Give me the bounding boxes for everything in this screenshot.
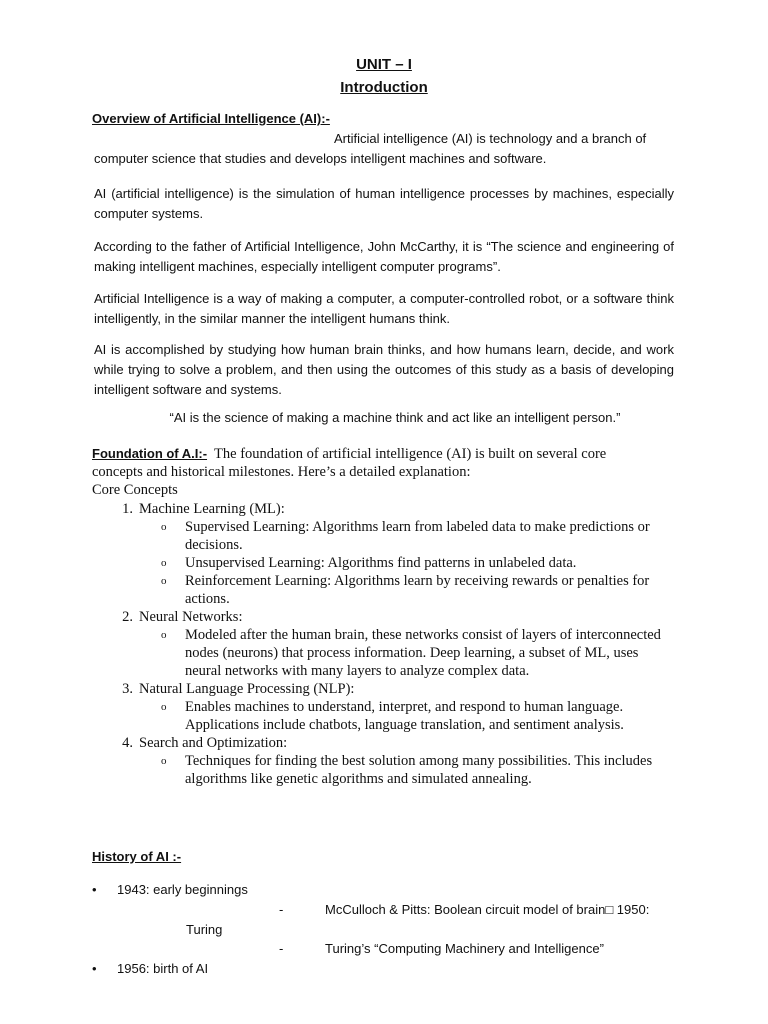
concept-sublist (115, 752, 669, 788)
overview-first-cont: computer science that studies and develops intelligent machines and software. (94, 151, 547, 166)
hollow-bullet-icon: o (161, 557, 167, 569)
history-item-text: 1943: early beginnings (117, 882, 248, 897)
overview-paragraph: AI is accomplished by studying how human brain thinks, and how humans learn, decide, and work while trying to solve a problem, and then using the outcomes of this study as a basis of developing intelligent software and systems. (94, 342, 674, 397)
sub-item (115, 698, 669, 734)
overview-heading: Overview of Artificial Intelligence (AI):- (92, 111, 330, 126)
history-subitem-text: Turing’s “Computing Machinery and Intelligence” (325, 941, 604, 956)
bullet-icon: • (92, 882, 97, 897)
hollow-bullet-icon: o (161, 701, 167, 713)
history-item-text: 1956: birth of AI (117, 961, 209, 976)
bullet-icon: • (92, 961, 97, 976)
sub-item (115, 626, 669, 680)
item-number: 1. (122, 501, 133, 517)
sub-item-text: Supervised Learning: Algorithms learn from labeled data to make predictions or decisions. (185, 519, 650, 553)
concept-title: Search and Optimization: (139, 735, 288, 751)
hollow-bullet-icon: o (161, 521, 167, 533)
foundation-intro (92, 445, 652, 481)
item-number: 2. (122, 609, 133, 625)
concept-title: Machine Learning (ML): (139, 501, 285, 517)
core-concepts-list (115, 500, 669, 788)
item-number: 3. (122, 681, 133, 697)
history-subitem-text: McCulloch & Pitts: Boolean circuit model of brain□ 1950: (325, 902, 650, 917)
concept-sublist (115, 518, 669, 608)
hollow-bullet-icon: o (161, 575, 167, 587)
sub-item (115, 518, 669, 554)
concept-title: Natural Language Processing (NLP): (139, 681, 355, 697)
core-concepts-label: Core Concepts (92, 482, 178, 498)
sub-item-text: Enables machines to understand, interpret, and respond to human language. Applications include chatbots, language translation, and sentiment analysis. (185, 699, 624, 733)
overview-first-line: Artificial intelligence (AI) is technology and a branch of (334, 131, 647, 146)
concept-item (115, 608, 669, 680)
overview-paragraph: AI (artificial intelligence) is the simulation of human intelligence processes by machines, especially computer systems. (94, 186, 674, 221)
foundation-intro-text: The foundation of artificial intelligence (AI) is built on several core concepts and historical milestones. Here’s a detailed explanation: (92, 446, 607, 480)
concept-item (115, 734, 669, 788)
concept-sublist (115, 626, 669, 680)
overview-paragraph: Artificial Intelligence is a way of making a computer, a computer-controlled robot, or a software think intelligently, in the similar manner the intelligent humans think. (94, 291, 674, 326)
foundation-heading: Foundation of A.I:- (92, 446, 208, 461)
hollow-bullet-icon: o (161, 629, 167, 641)
dash-icon: - (279, 902, 284, 917)
sub-item-text: Modeled after the human brain, these networks consist of layers of interconnected nodes (neurons) that process information. Deep learning, a subset of ML, uses neural networks with many layers to analyze complex data. (185, 627, 661, 679)
concept-item (115, 500, 669, 608)
sub-item-text: Unsupervised Learning: Algorithms find patterns in unlabeled data. (185, 555, 577, 571)
overview-paragraph: According to the father of Artificial Intelligence, John McCarthy, it is “The science and engineering of making intelligent machines, especially intelligent computer programs”. (94, 239, 674, 274)
sub-item-text: Reinforcement Learning: Algorithms learn by receiving rewards or penalties for actions. (185, 573, 650, 607)
concept-title: Neural Networks: (139, 609, 243, 625)
item-number: 4. (122, 735, 133, 751)
history-heading: History of AI :- (92, 849, 182, 864)
sub-item (115, 752, 669, 788)
sub-item-text: Techniques for finding the best solution among many possibilities. This includes algorithms like genetic algorithms and simulated annealing. (185, 753, 653, 787)
history-subitem-cont: Turing (186, 922, 223, 937)
hollow-bullet-icon: o (161, 755, 167, 767)
unit-title: UNIT – I (356, 56, 412, 73)
concept-item (115, 680, 669, 734)
sub-item (115, 554, 669, 572)
page-title: Introduction (340, 79, 428, 96)
concept-sublist (115, 698, 669, 734)
ai-quote: “AI is the science of making a machine think and act like an intelligent person.” (169, 410, 621, 425)
sub-item (115, 572, 669, 608)
dash-icon: - (279, 941, 284, 956)
